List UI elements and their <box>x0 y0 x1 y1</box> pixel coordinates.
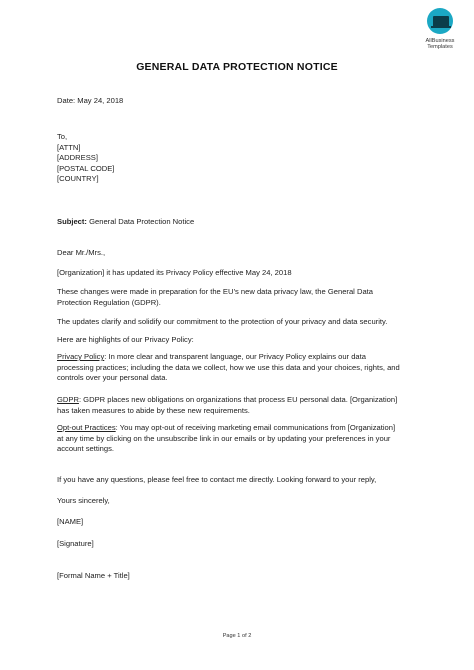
privacy-policy-line-1: : In more clear and transparent language, our Privacy Policy explains our data <box>104 352 366 361</box>
yours-sincerely: Yours sincerely, <box>57 496 110 505</box>
signature-placeholder: [Signature] <box>57 539 94 548</box>
formal-name-placeholder: [Formal Name + Title] <box>57 571 130 580</box>
opt-out-line-2: at any time by clicking on the unsubscribe link in our emails or by updating your preferences in your <box>57 433 391 443</box>
paragraph-2-line-2: Protection Regulation (GDPR). <box>57 297 161 307</box>
questions-line: If you have any questions, please feel free to contact me directly. Looking forward to your reply, <box>57 475 377 484</box>
address-street: [ADDRESS] <box>57 153 98 163</box>
allbusiness-templates-logo <box>409 8 471 60</box>
logo-line-2: Templates <box>427 44 453 51</box>
paragraph-1: [Organization] it has updated its Privacy Policy effective May 24, 2018 <box>57 268 292 277</box>
opt-out-line-3: account settings. <box>57 444 114 454</box>
gdpr-line-2: has taken measures to abide by these new requirements. <box>57 405 250 415</box>
gdpr-item <box>57 395 397 416</box>
opt-out-label: Opt-out Practices <box>57 423 116 432</box>
date-line: Date: May 24, 2018 <box>57 96 124 105</box>
address-attn: [ATTN] <box>57 142 81 152</box>
name-placeholder: [NAME] <box>57 517 84 526</box>
paragraph-2 <box>57 287 373 308</box>
subject-line <box>57 217 194 228</box>
laptop-icon <box>427 8 453 34</box>
paragraph-4: Here are highlights of our Privacy Policy: <box>57 335 194 344</box>
opt-out-item <box>57 423 395 455</box>
paragraph-2-line-1: These changes were made in preparation for the EU’s new data privacy law, the General Data <box>57 287 374 296</box>
greeting: Dear Mr./Mrs., <box>57 248 106 257</box>
address-block <box>57 132 114 185</box>
privacy-policy-item <box>57 352 400 384</box>
logo-text <box>409 38 471 51</box>
page-number: Page 1 of 2 <box>222 633 252 639</box>
paragraph-3: The updates clarify and solidify our commitment to the protection of your privacy and data security. <box>57 317 388 326</box>
address-to: To, <box>57 132 68 141</box>
gdpr-label: GDPR <box>57 395 79 404</box>
document-title: GENERAL DATA PROTECTION NOTICE <box>136 61 338 73</box>
logo-line-1: AllBusiness <box>425 38 455 44</box>
privacy-policy-line-2: processing practices; including the data we collect, how we use this data and your choices, rights, and <box>57 362 400 372</box>
opt-out-line-1: : You may opt-out of receiving marketing email communications from [Organization] <box>115 423 396 432</box>
privacy-policy-label: Privacy Policy <box>57 352 105 361</box>
gdpr-line-1: : GDPR places new obligations on organizations that process EU personal data. [Organization] <box>78 395 398 404</box>
address-country: [COUNTRY] <box>57 174 99 184</box>
subject-text: General Data Protection Notice <box>89 217 195 226</box>
privacy-policy-line-3: controls over your personal data. <box>57 373 168 383</box>
subject-label: Subject: <box>57 217 87 226</box>
address-postal: [POSTAL CODE] <box>57 163 115 173</box>
